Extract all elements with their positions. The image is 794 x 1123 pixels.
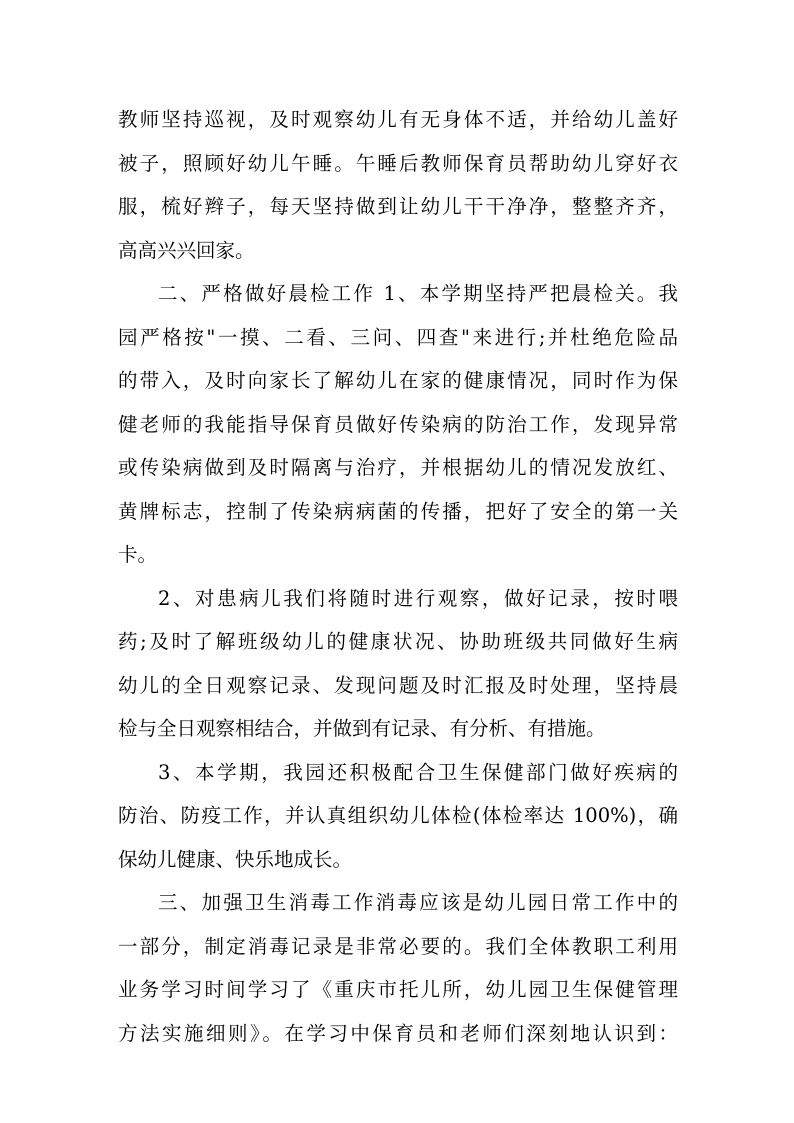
- text-line: 高高兴兴回家。: [118, 238, 255, 262]
- text-line: 教师坚持巡视，及时观察幼儿有无身体不适，并给幼儿盖好: [118, 108, 678, 131]
- text-line: 检与全日观察相结合，并做到有记录、有分析、有措施。: [118, 717, 606, 740]
- text-line: 一部分，制定消毒记录是非常必要的。我们全体教职工利用: [118, 934, 678, 958]
- text-line: 3、本学期，我园还积极配合卫生保健部门做好疾病的: [158, 760, 678, 784]
- text-line: 药;及时了解班级幼儿的健康状况、协助班级共同做好生病: [118, 630, 678, 653]
- document-body: [118, 98, 678, 1055]
- text-line: 防治、防疫工作，并认真组织幼儿体检(体检率达 100%)，确: [118, 804, 678, 827]
- text-line: 卡。: [118, 543, 158, 566]
- paragraph-1: [118, 98, 678, 272]
- paragraph-5: [118, 881, 678, 1055]
- text-line: 园严格按"一摸、二看、三问、四查"来进行;并杜绝危险品: [118, 325, 678, 349]
- paragraph-3: [118, 577, 678, 751]
- paragraph-4: [118, 751, 678, 882]
- text-line: 服，梳好辫子，每天坚持做到让幼儿干干净净，整整齐齐，: [118, 195, 678, 218]
- text-line: 被子，照顾好幼儿午睡。午睡后教师保育员帮助幼儿穿好衣: [118, 151, 678, 175]
- text-line: 或传染病做到及时隔离与治疗，并根据幼儿的情况发放红、: [118, 456, 678, 479]
- text-line: 2、对患病儿我们将随时进行观察，做好记录，按时喂: [158, 586, 678, 610]
- text-line: 方法实施细则》。在学习中保育员和老师们深刻地认识到：: [118, 1021, 678, 1045]
- text-line: 的带入，及时向家长了解幼儿在家的健康情况，同时作为保: [118, 369, 678, 392]
- paragraph-2: [118, 272, 678, 577]
- text-line: 幼儿的全日观察记录、发现问题及时汇报及时处理，坚持晨: [118, 673, 678, 697]
- text-line: 业务学习时间学习了《重庆市托儿所，幼儿园卫生保健管理: [118, 978, 678, 1001]
- text-line: 黄牌标志，控制了传染病病菌的传播，把好了安全的第一关: [118, 499, 678, 523]
- text-line: 三、加强卫生消毒工作消毒应该是幼儿园日常工作中的: [158, 891, 678, 914]
- text-line: 保幼儿健康、快乐地成长。: [118, 847, 353, 871]
- text-line: 健老师的我能指导保育员做好传染病的防治工作，发现异常: [118, 412, 678, 436]
- text-line: 二、严格做好晨检工作 1、本学期坚持严把晨检关。我: [158, 282, 678, 305]
